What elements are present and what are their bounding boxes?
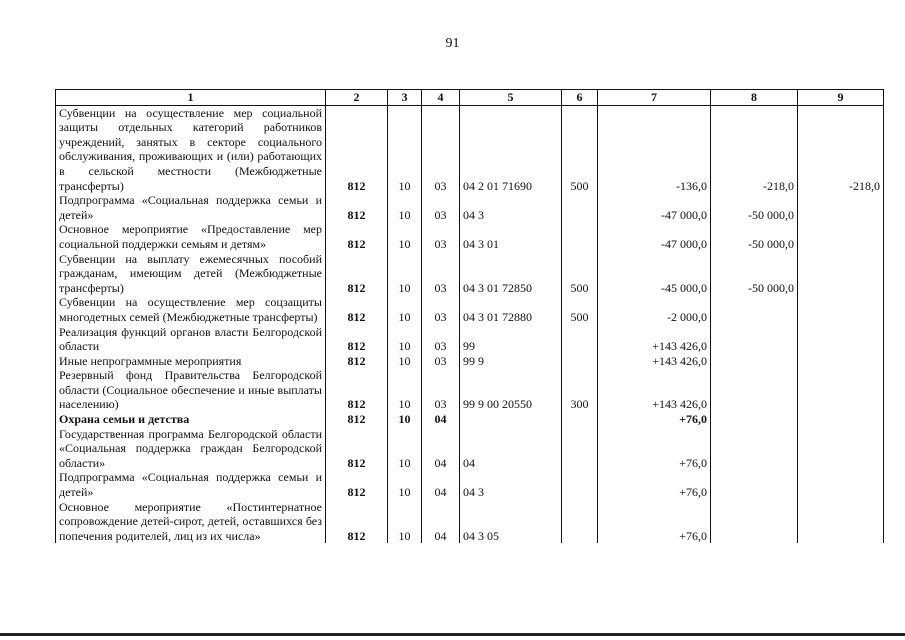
row-section: 10 [388, 295, 422, 324]
row-description: Субвенции на выплату ежемесячных пособий гражданам, имеющим детей (Межбюджетные трансферты) [56, 252, 326, 296]
row-target-article: 04 3 [460, 193, 562, 222]
row-amount-1: -47 000,0 [598, 222, 711, 251]
row-subsection: 03 [422, 105, 460, 193]
page-bottom-edge [0, 633, 905, 636]
row-amount-2 [711, 295, 798, 324]
row-section: 10 [388, 105, 422, 193]
row-amount-3 [798, 193, 884, 222]
row-expense-type: 300 [562, 368, 598, 412]
row-ministry-code: 812 [326, 470, 388, 499]
row-amount-2: -218,0 [711, 105, 798, 193]
col-header: 5 [460, 90, 562, 106]
row-section: 10 [388, 325, 422, 354]
table-row [56, 427, 884, 471]
row-subsection: 03 [422, 354, 460, 369]
row-section: 10 [388, 500, 422, 544]
header-row [56, 90, 884, 106]
row-amount-2: -50 000,0 [711, 193, 798, 222]
row-target-article: 99 9 00 20550 [460, 368, 562, 412]
row-description: Субвенции на осуществление мер социальной защиты отдельных категорий работников учреждений, занятых в секторе социального обслуживания, проживающих и (или) работающих в сельской местности (Межбюджетные трансферты) [56, 105, 326, 193]
table-row [56, 222, 884, 251]
table-row [56, 500, 884, 544]
row-description: Субвенции на осуществление мер соцзащиты многодетных семей (Межбюджетные трансферты) [56, 295, 326, 324]
row-ministry-code: 812 [326, 354, 388, 369]
row-description: Подпрограмма «Социальная поддержка семьи и детей» [56, 193, 326, 222]
row-section: 10 [388, 354, 422, 369]
row-target-article: 04 3 01 72880 [460, 295, 562, 324]
col-header: 9 [798, 90, 884, 106]
row-ministry-code: 812 [326, 295, 388, 324]
table-row [56, 354, 884, 369]
row-target-article: 04 3 05 [460, 500, 562, 544]
col-header: 3 [388, 90, 422, 106]
row-amount-1: -2 000,0 [598, 295, 711, 324]
row-expense-type [562, 222, 598, 251]
row-subsection: 03 [422, 295, 460, 324]
row-target-article: 04 3 [460, 470, 562, 499]
row-amount-3 [798, 252, 884, 296]
col-header: 7 [598, 90, 711, 106]
row-subsection: 03 [422, 222, 460, 251]
row-description: Охрана семьи и детства [56, 412, 326, 427]
row-description: Подпрограмма «Социальная поддержка семьи и детей» [56, 470, 326, 499]
table-row [56, 470, 884, 499]
row-section: 10 [388, 368, 422, 412]
row-amount-2: -50 000,0 [711, 252, 798, 296]
col-header: 4 [422, 90, 460, 106]
row-section: 10 [388, 193, 422, 222]
row-amount-3 [798, 470, 884, 499]
row-subsection: 04 [422, 470, 460, 499]
row-amount-1: +76,0 [598, 427, 711, 471]
row-amount-1: +143 426,0 [598, 368, 711, 412]
row-section: 10 [388, 222, 422, 251]
row-amount-1: +76,0 [598, 500, 711, 544]
row-target-article [460, 412, 562, 427]
row-description: Основное мероприятие «Постинтернатное сопровождение детей-сирот, детей, оставшихся без попечения родителей, лиц из их числа» [56, 500, 326, 544]
col-header: 1 [56, 90, 326, 106]
row-target-article: 04 3 01 [460, 222, 562, 251]
row-subsection: 03 [422, 193, 460, 222]
row-expense-type [562, 427, 598, 471]
row-subsection: 04 [422, 412, 460, 427]
row-description: Резервный фонд Правительства Белгородской области (Социальное обеспечение и иные выплаты населению) [56, 368, 326, 412]
table-row [56, 295, 884, 324]
row-subsection: 04 [422, 427, 460, 471]
row-description: Иные непрограммные мероприятия [56, 354, 326, 369]
row-description: Основное мероприятие «Предоставление мер социальной поддержки семьям и детям» [56, 222, 326, 251]
row-amount-2 [711, 470, 798, 499]
row-section: 10 [388, 412, 422, 427]
row-description: Государственная программа Белгородской области «Социальная поддержка граждан Белгородской области» [56, 427, 326, 471]
row-amount-3 [798, 500, 884, 544]
row-ministry-code: 812 [326, 252, 388, 296]
row-expense-type: 500 [562, 252, 598, 296]
row-amount-3 [798, 222, 884, 251]
row-amount-3 [798, 412, 884, 427]
table-row [56, 252, 884, 296]
row-target-article: 99 9 [460, 354, 562, 369]
row-ministry-code: 812 [326, 325, 388, 354]
table-row [56, 412, 884, 427]
row-ministry-code: 812 [326, 427, 388, 471]
row-amount-2 [711, 427, 798, 471]
row-amount-3 [798, 325, 884, 354]
row-subsection: 03 [422, 368, 460, 412]
row-amount-1: +143 426,0 [598, 325, 711, 354]
row-target-article: 04 3 01 72850 [460, 252, 562, 296]
row-amount-2: -50 000,0 [711, 222, 798, 251]
row-subsection: 03 [422, 325, 460, 354]
row-amount-2 [711, 500, 798, 544]
row-amount-3 [798, 427, 884, 471]
page-number: 91 [445, 36, 460, 51]
row-ministry-code: 812 [326, 193, 388, 222]
row-amount-3 [798, 368, 884, 412]
row-amount-1: +143 426,0 [598, 354, 711, 369]
col-header: 6 [562, 90, 598, 106]
row-amount-3 [798, 295, 884, 324]
row-target-article: 04 2 01 71690 [460, 105, 562, 193]
col-header: 8 [711, 90, 798, 106]
row-expense-type [562, 470, 598, 499]
row-amount-2 [711, 368, 798, 412]
row-amount-3: -218,0 [798, 105, 884, 193]
row-subsection: 03 [422, 252, 460, 296]
row-section: 10 [388, 427, 422, 471]
row-expense-type [562, 325, 598, 354]
table-row [56, 105, 884, 193]
row-expense-type: 500 [562, 295, 598, 324]
row-expense-type: 500 [562, 105, 598, 193]
row-amount-1: -136,0 [598, 105, 711, 193]
table-row [56, 368, 884, 412]
row-ministry-code: 812 [326, 105, 388, 193]
row-amount-3 [798, 354, 884, 369]
col-header: 2 [326, 90, 388, 106]
row-target-article: 99 [460, 325, 562, 354]
budget-table [55, 89, 884, 543]
table-row [56, 193, 884, 222]
row-amount-1: -47 000,0 [598, 193, 711, 222]
row-expense-type [562, 412, 598, 427]
row-ministry-code: 812 [326, 412, 388, 427]
table-row [56, 325, 884, 354]
row-expense-type [562, 500, 598, 544]
row-amount-1: +76,0 [598, 470, 711, 499]
row-ministry-code: 812 [326, 500, 388, 544]
row-target-article: 04 [460, 427, 562, 471]
row-ministry-code: 812 [326, 222, 388, 251]
row-subsection: 04 [422, 500, 460, 544]
row-description: Реализация функций органов власти Белгородской области [56, 325, 326, 354]
row-amount-2 [711, 412, 798, 427]
row-amount-1: +76,0 [598, 412, 711, 427]
row-expense-type [562, 193, 598, 222]
row-section: 10 [388, 470, 422, 499]
row-amount-2 [711, 354, 798, 369]
row-ministry-code: 812 [326, 368, 388, 412]
row-section: 10 [388, 252, 422, 296]
row-amount-1: -45 000,0 [598, 252, 711, 296]
row-amount-2 [711, 325, 798, 354]
row-expense-type [562, 354, 598, 369]
